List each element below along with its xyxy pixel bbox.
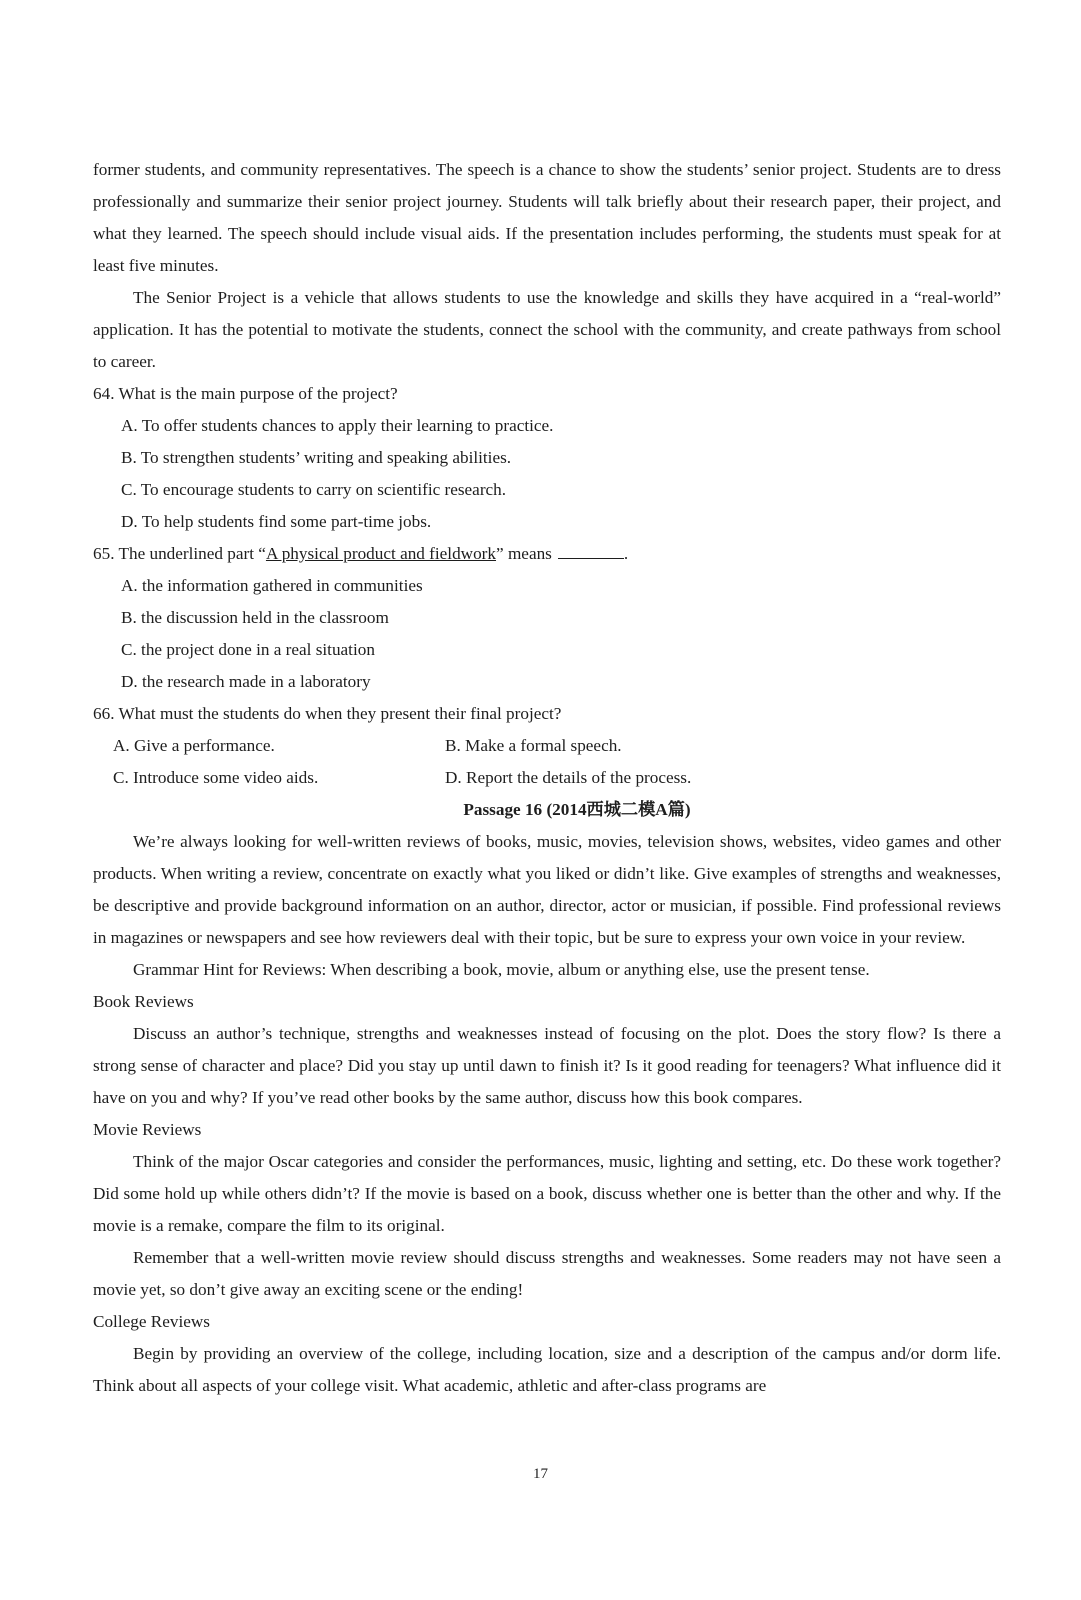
movie-reviews-heading: Movie Reviews — [93, 1120, 202, 1139]
page-number: 17 — [533, 1466, 548, 1482]
option-a: A. Give a performance. — [113, 736, 275, 755]
passage-title: Passage 16 (2014西城二模A篇) — [463, 800, 691, 819]
option-c: C. the project done in a real situation — [121, 640, 375, 659]
intro-paragraph-2: The Senior Project is a vehicle that allows students to use the knowledge and skills they have acquired in a “real-world” application. It has the potential to motivate the students, connect the school with the community, and create pathways from school to career. — [93, 288, 1001, 371]
document-page — [93, 154, 1001, 1402]
option-d: D. the research made in a laboratory — [121, 672, 371, 691]
option-b: B. Make a formal speech. — [445, 736, 622, 755]
question-stem: 64. What is the main purpose of the project? — [93, 384, 398, 403]
option-b: B. To strengthen students’ writing and speaking abilities. — [121, 448, 512, 467]
movie-reviews-text-1: Think of the major Oscar categories and consider the performances, music, lighting and setting, etc. Do these work together? Did some hold up while others didn’t? If the movie is based on a book, discuss whether one is better than the other and why. If the movie is a remake, compare the film to its original. — [93, 1152, 1001, 1235]
question-64 — [93, 378, 1001, 538]
stem-suffix: ” means — [496, 544, 552, 563]
options-row-1 — [93, 730, 1001, 762]
option-d: D. To help students find some part-time jobs. — [121, 512, 432, 531]
question-65 — [93, 538, 1001, 698]
college-reviews-text: Begin by providing an overview of the college, including location, size and a description of the campus and/or dorm life. Think about all aspects of your college visit. What academic, athletic and after-class programs are — [93, 1344, 1001, 1395]
answer-blank — [558, 540, 624, 559]
college-reviews-heading: College Reviews — [93, 1312, 210, 1331]
option-b: B. the discussion held in the classroom — [121, 608, 389, 627]
stem-end: . — [623, 544, 629, 563]
stem-prefix: 65. The underlined part “ — [93, 544, 266, 563]
question-66 — [93, 698, 1001, 794]
option-d: D. Report the details of the process. — [445, 768, 692, 787]
question-stem — [93, 538, 1001, 570]
grammar-hint: Grammar Hint for Reviews: When describing a book, movie, album or anything else, use the present tense. — [133, 960, 870, 979]
option-c: C. Introduce some video aids. — [113, 768, 319, 787]
options-row-2 — [93, 762, 1001, 794]
book-reviews-text: Discuss an author’s technique, strengths and weaknesses instead of focusing on the plot. Does the story flow? Is there a strong sense of character and place? Did you stay up until dawn to finish it? Is it good reading for teenagers? What influence did it have on you and why? If you’ve read other books by the same author, discuss how this book compares. — [93, 1024, 1001, 1107]
intro-paragraph-1: former students, and community representatives. The speech is a chance to show the students’ senior project. Students are to dress professionally and summarize their senior project journey. Students will talk briefly about their research paper, their project, and what they learned. The speech should include visual aids. If the presentation includes performing, the students must speak for at least five minutes. — [93, 160, 1001, 275]
book-reviews-heading: Book Reviews — [93, 992, 194, 1011]
question-stem: 66. What must the students do when they present their final project? — [93, 704, 562, 723]
option-c: C. To encourage students to carry on scientific research. — [121, 480, 507, 499]
option-a: A. the information gathered in communities — [121, 576, 423, 595]
underlined-phrase: A physical product and fieldwork — [265, 544, 497, 563]
option-a: A. To offer students chances to apply their learning to practice. — [121, 416, 554, 435]
passage-intro: We’re always looking for well-written reviews of books, music, movies, television shows, websites, video games and other products. When writing a review, concentrate on exactly what you liked or didn’t like. Give examples of strengths and weaknesses, be descriptive and provide background information on an author, director, actor or musician, if possible. Find professional reviews in magazines or newspapers and see how reviewers deal with their topic, but be sure to express your own voice in your review. — [93, 832, 1001, 947]
movie-reviews-text-2: Remember that a well-written movie review should discuss strengths and weaknesses. Some readers may not have seen a movie yet, so don’t give away an exciting scene or the ending! — [93, 1248, 1001, 1299]
